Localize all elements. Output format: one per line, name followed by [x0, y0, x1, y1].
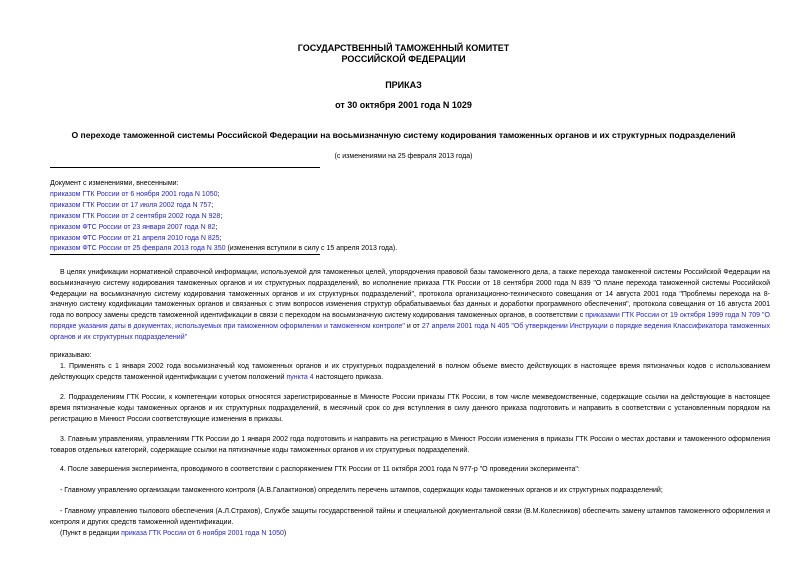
amendment-item: [50, 190, 430, 201]
clause-1: [50, 362, 770, 384]
org-name-line2: РОССИЙСКОЙ ФЕДЕРАЦИИ: [341, 54, 466, 64]
amendment-item: [50, 212, 430, 223]
clause-4-item-2: - Главному управлению тылового обеспечения (А.Л.Страхов), Службе защиты государственной тайны и специальной документальной связи (В.М.Колесников) обеспечить замену штампов таможенного оформления и контроля и других средств таможенной идентификации.: [50, 508, 770, 526]
clause-1-text-end: настоящего приказа.: [313, 373, 384, 381]
doc-title: О переходе таможенной системы Российской Федерации на восьмизначную систему кодирования таможенных органов и их структурных подразделений: [71, 130, 736, 140]
edit-note: [50, 529, 770, 540]
clause-1-link[interactable]: пункта 4: [286, 373, 314, 381]
clause-4-item-1: - Главному управлению организации таможенного контроля (А.В.Галактионов) определить перечень штампов, содержащих коды таможенных органов и их структурных подразделений;: [60, 487, 663, 494]
amendments-box: [50, 179, 430, 255]
amendments-intro: Документ с изменениями, внесенными:: [50, 180, 179, 187]
preamble-link-405[interactable]: 27 апреля 2001 года N 405 "Об утверждении Инструкции о порядке ведения Классификатора таможенных органов и их структурных подразделений": [50, 322, 770, 341]
clause-1-text: 1. Применять с 1 января 2002 года восьмизначный код таможенных органов и их структурных подразделений в полном объеме вместо действующих в настоящее время пятизначных кодов с использованием действующих средств таможенной идентификации с учетом положений: [50, 363, 770, 381]
preamble-paragraph: [50, 268, 770, 344]
order-word: приказываю:: [50, 352, 92, 359]
doc-type: ПРИКАЗ: [385, 80, 422, 90]
amendment-link[interactable]: приказом ГТК России от 2 сентября 2002 года N 928: [50, 212, 221, 220]
doc-date: от 30 октября 2001 года N 1029: [335, 100, 472, 110]
amendment-item: [50, 201, 430, 212]
amendment-suffix: ;: [217, 190, 220, 198]
clause-3: 3. Главным управлениям, управлениям ГТК России до 1 января 2002 года подготовить и направить на регистрацию в Минюст России изменения в приказы ГТК России о местах доставки и таможенного оформления товаров отдельных категорий, содержащие ссылки на пятизначные коды таможенных органов и их структурных подразделений.: [50, 436, 770, 454]
preamble-text-connector: и от: [404, 322, 422, 330]
amendment-suffix: ;: [211, 201, 214, 209]
clause-4: 4. После завершения эксперимента, проводимого в соответствии с распоряжением ГТК России от 11 октября 2001 года N 977-р "О проведении эксперимента":: [60, 466, 580, 473]
amendment-link[interactable]: приказом ГТК России от 17 июля 2002 года N 757: [50, 201, 212, 209]
amendment-suffix: (изменения вступили в силу с 15 апреля 2013 года).: [225, 245, 398, 253]
org-name-line1: ГОСУДАРСТВЕННЫЙ ТАМОЖЕННЫЙ КОМИТЕТ: [297, 43, 510, 53]
preamble-link-709[interactable]: приказами ГТК России от 19 октября 1999 года N 709 "О порядке указания даты в документах, используемых при таможенном оформлении и таможенном контроле": [50, 312, 770, 330]
amendment-link[interactable]: приказом ГТК России от 6 ноября 2001 года N 1050: [50, 190, 218, 198]
amendment-link[interactable]: приказом ФТС России от 25 февраля 2013 года N 350: [50, 245, 226, 253]
amendment-link[interactable]: приказом ФТС России от 21 апреля 2010 года N 825: [50, 234, 220, 242]
amendment-suffix: ;: [220, 212, 223, 220]
divider-top: [50, 167, 320, 168]
amendment-item: [50, 234, 430, 245]
divider-bottom: [50, 254, 320, 255]
changes-note: (с изменениями на 25 февраля 2013 года): [334, 153, 473, 160]
amendment-link[interactable]: приказом ФТС России от 23 января 2007 года N 82: [50, 223, 216, 231]
preamble-text: В целях унификации нормативной справочной информации, используемой для таможенных целей, упорядочения правовой базы таможенного дела, а также перехода таможенной системы Российской Федерации на восьмизначную систему кодирования таможенных органов и их структурных подразделений, во исполнение приказа ГТК России от 18 сентября 2000 года N 839 "О плане перехода таможенной системы Российской Федерации на восьмизначную систему кодирования таможенных органов и их структурных подразделений", протокола организационно-технического совещания от 14 августа 2001 года "Проблемы перехода на 8-значную систему кодификации таможенных органов и связанных с этим вопросов изменения структур обрабатываемых баз данных и доработки программного обеспечения", протокола совещания от 16 августа 2001 года по вопросу замены средств таможенной идентификации в связи с переходом на восьмизначную систему кодирования таможенных органов, в соответствии с: [50, 269, 770, 320]
amendment-item: [50, 223, 430, 234]
edit-note-link[interactable]: приказа ГТК России от 6 ноября 2001 года N 1050: [121, 530, 284, 537]
edit-note-text: (Пункт в редакции: [60, 530, 122, 537]
edit-note-text-end: ): [283, 530, 287, 537]
clause-2: 2. Подразделениям ГТК России, к компетенции которых относятся зарегистрированные в Минюсте России приказы ГТК России, в том числе межведомственные, содержащие ссылки на действующие в настоящее время пятизначные коды таможенных органов и их структурных подразделений, в месячный срок со дня вступления в силу данного приказа подготовить и направить в соответствии с установленным порядком на регистрацию в Минюст России соответствующие изменения в приказы.: [50, 394, 770, 423]
amendment-suffix: ;: [219, 234, 222, 242]
amendment-suffix: ;: [215, 223, 218, 231]
